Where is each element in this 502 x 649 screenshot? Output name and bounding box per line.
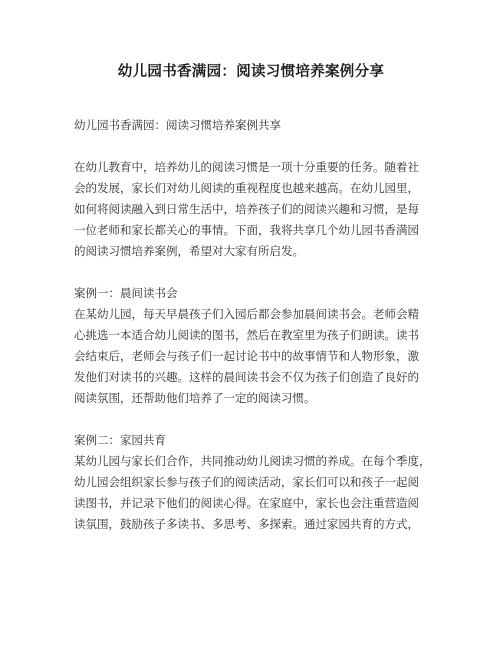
case1-heading: 案例一：晨间读书会 (74, 286, 178, 300)
case2-line: 读图书，并记录下他们的阅读心得。在家庭中，家长也会注重营造阅 (74, 496, 419, 510)
paragraph-gap (74, 136, 428, 157)
document-title: 幼儿园书香满园：阅读习惯培养案例分享 (117, 64, 385, 80)
case1-line: 心挑选一本适合幼儿阅读的图书，然后在教室里为孩子们朗读。读书 (74, 328, 419, 342)
case1-line: 会结束后，老师会与孩子们一起讨论书中的故事情节和人物形象，激 (74, 349, 419, 363)
intro-paragraph (74, 157, 428, 262)
case2-line: 读氛围，鼓励孩子多读书、多思考、多探索。通过家园共育的方式， (74, 517, 419, 531)
case1-section (74, 283, 428, 409)
paragraph-gap (74, 409, 428, 430)
case1-line: 在某幼儿园，每天早晨孩子们入园后都会参加晨间读书会。老师会精 (74, 307, 419, 321)
paragraph-gap (74, 262, 428, 283)
case1-line: 阅读氛围，还帮助他们培养了一定的阅读习惯。 (74, 391, 316, 405)
case2-heading: 案例二：家园共育 (74, 433, 166, 447)
case2-line: 幼儿园会组织家长参与孩子们的阅读活动，家长们可以和孩子一起阅 (74, 475, 419, 489)
case2-line: 某幼儿园与家长们合作，共同推动幼儿阅读习惯的养成。在每个季度， (74, 454, 431, 468)
document-subtitle: 幼儿园书香满园：阅读习惯培养案例共享 (74, 118, 281, 132)
intro-line: 的阅读习惯培养案例，希望对大家有所启发。 (74, 244, 304, 258)
intro-line: 会的发展，家长们对幼儿阅读的重视程度也越来越高。在幼儿园里， (74, 181, 419, 195)
intro-line: 一位老师和家长都关心的事情。下面，我将共享几个幼儿园书香满园 (74, 223, 419, 237)
case2-section (74, 430, 431, 535)
document-body (74, 115, 431, 535)
intro-line: 如何将阅读融入到日常生活中，培养孩子们的阅读兴趣和习惯，是每 (74, 202, 419, 216)
intro-line: 在幼儿教育中，培养幼儿的阅读习惯是一项十分重要的任务。随着社 (74, 160, 419, 174)
case1-line: 发他们对读书的兴趣。这样的晨间读书会不仅为孩子们创造了良好的 (74, 370, 419, 384)
